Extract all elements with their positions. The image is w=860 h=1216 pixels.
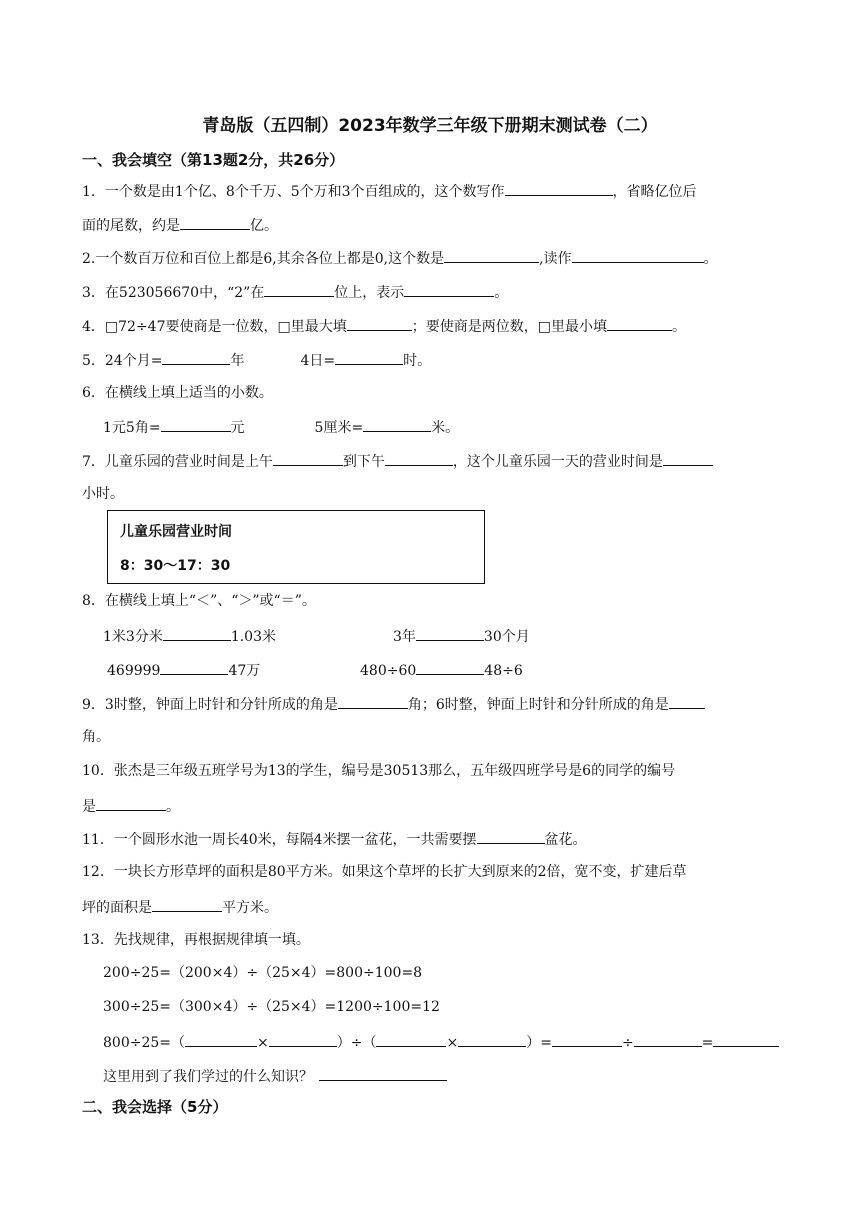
question-12-line-1: 12．一块长方形草坪的面积是80平方米。如果这个草坪的长扩大到原来的2倍，宽不变，扩建后草 [82, 864, 687, 880]
answer-blank[interactable] [269, 1032, 337, 1047]
question-1-line-1: 1．一个数是由1个亿、8个千万、5个万和3个百组成的，这个数写作 ，省略亿位后 [82, 181, 697, 201]
question-7-line-2: 小时。 [82, 486, 124, 502]
question-13-knowledge: 这里用到了我们学过的什么知识？ [103, 1066, 447, 1086]
question-3: 3．在523056670中，“2”在 位上，表示 。 [82, 282, 508, 302]
answer-blank[interactable] [273, 451, 343, 466]
question-13-example-1: 200÷25=（200×4）÷（25×4）=800÷100=8 [103, 965, 423, 981]
answer-blank[interactable] [335, 350, 403, 365]
question-5: 5．24个月= 年 4日= 时。 [82, 350, 431, 370]
question-8-row-1-left: 1米3分米 1.03米 [103, 626, 276, 646]
answer-blank[interactable] [338, 694, 408, 709]
answer-blank[interactable] [180, 215, 250, 230]
box-time: 8：30～17：30 [120, 558, 231, 574]
answer-blank[interactable] [505, 181, 613, 196]
answer-blank[interactable] [385, 451, 453, 466]
answer-blank[interactable] [477, 829, 545, 844]
answer-blank[interactable] [161, 417, 231, 432]
answer-blank[interactable] [162, 350, 230, 365]
answer-blank[interactable] [363, 417, 431, 432]
answer-blank[interactable] [319, 1066, 447, 1081]
question-1-line-2: 面的尾数，约是 亿。 [82, 215, 278, 235]
question-2: 2.一个数百万位和百位上都是6,其余各位上都是0,这个数是 ,读作 。 [82, 248, 718, 268]
business-hours-box [107, 510, 485, 584]
section-heading-fill-in: 一、我会填空（第13题2分，共26分） [82, 151, 345, 169]
question-13-exercise: 800÷25=（ × ）÷（ × ）= ÷ = [103, 1032, 779, 1052]
page-title: 青岛版（五四制）2023年数学三年级下册期末测试卷（二） [202, 116, 658, 136]
answer-blank[interactable] [160, 660, 228, 675]
question-4: 4．□72÷47要使商是一位数，□里最大填 ；要使商是两位数，□里最小填 。 [82, 316, 686, 336]
question-13-example-2: 300÷25=（300×4）÷（25×4）=1200÷100=12 [103, 999, 440, 1015]
answer-blank[interactable] [572, 248, 704, 263]
question-8-row-2-left: 469999 47万 [107, 660, 260, 680]
answer-blank[interactable] [152, 897, 222, 912]
question-9-line-2: 角。 [82, 729, 110, 745]
question-11: 11．一个圆形水池一周长40米，每隔4米摆一盆花，一共需要摆 盆花。 [82, 829, 587, 849]
answer-blank[interactable] [458, 1032, 526, 1047]
question-8-prompt: 8．在横线上填上“＜”、“＞”或“＝”。 [82, 593, 316, 609]
answer-blank[interactable] [96, 796, 166, 811]
question-8-row-1-right: 3年 30个月 [393, 626, 530, 646]
answer-blank[interactable] [163, 626, 231, 641]
box-title: 儿童乐园营业时间 [120, 524, 232, 540]
question-6-items: 1元5角= 元 5厘米= 米。 [103, 417, 459, 437]
question-9-line-1: 9．3时整，钟面上时针和分针所成的角是 角；6时整，钟面上时针和分针所成的角是 [82, 694, 705, 714]
question-8-row-2-right: 480÷60 48÷6 [360, 660, 523, 680]
question-6-prompt: 6．在横线上填上适当的小数。 [82, 385, 273, 401]
question-13-prompt: 13．先找规律，再根据规律填一填。 [82, 932, 310, 948]
answer-blank[interactable] [185, 1032, 257, 1047]
answer-blank[interactable] [376, 1032, 446, 1047]
answer-blank[interactable] [713, 1032, 779, 1047]
question-10-line-1: 10．张杰是三年级五班学号为13的学生，编号是30513那么，五年级四班学号是6的同学的编号 [82, 763, 676, 779]
answer-blank[interactable] [347, 316, 412, 331]
answer-blank[interactable] [663, 451, 713, 466]
answer-blank[interactable] [404, 282, 494, 297]
answer-blank[interactable] [416, 626, 484, 641]
answer-blank[interactable] [607, 316, 672, 331]
answer-blank[interactable] [634, 1032, 702, 1047]
section-heading-choice: 二、我会选择（5分） [82, 1098, 228, 1116]
question-10-line-2: 是 。 [82, 796, 180, 816]
question-12-line-2: 坪的面积是 平方米。 [82, 897, 278, 917]
answer-blank[interactable] [264, 282, 334, 297]
answer-blank[interactable] [416, 660, 484, 675]
answer-blank[interactable] [444, 248, 539, 263]
answer-blank[interactable] [669, 694, 705, 709]
answer-blank[interactable] [552, 1032, 622, 1047]
question-7-line-1: 7．儿童乐园的营业时间是上午 到下午 ，这个儿童乐园一天的营业时间是 [82, 451, 713, 471]
